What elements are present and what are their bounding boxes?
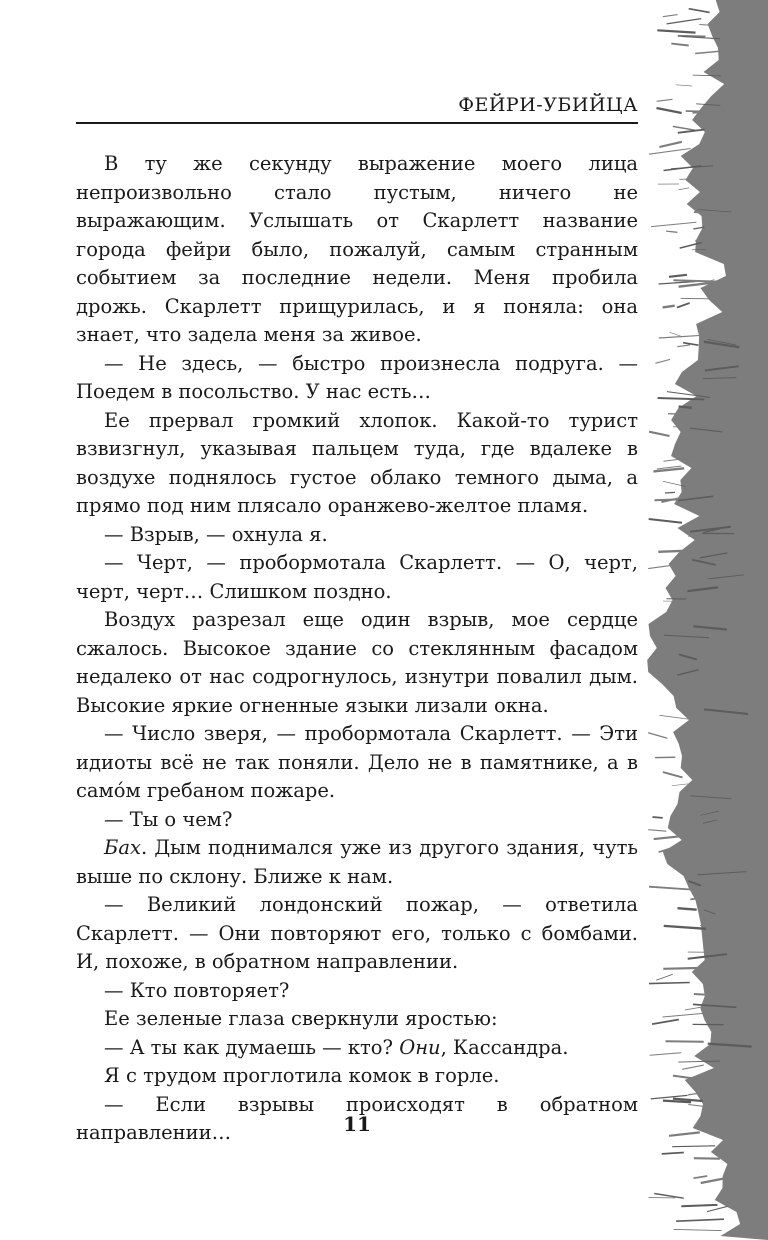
text-run: — Кто повторяет? xyxy=(104,978,290,1002)
text-run: — Не здесь, — быстро произнесла подруга. — Поедем в посольство. У нас есть… xyxy=(76,351,638,403)
grunge-stroke xyxy=(669,275,687,277)
grunge-stroke xyxy=(649,149,691,155)
grunge-stroke xyxy=(665,492,675,493)
grunge-stroke xyxy=(668,414,700,415)
grunge-stroke xyxy=(655,359,670,363)
grunge-edge-decoration xyxy=(628,0,768,1240)
grunge-stroke xyxy=(674,1230,722,1231)
grunge-stroke xyxy=(694,1158,720,1159)
grunge-stroke xyxy=(679,407,692,408)
text-run: — Число зверя, — пробормотала Скарлетт. — Эти идиоты всё не так поняли. Дело не в памятнике, а в само́м гребаном пожаре. xyxy=(76,722,638,802)
grunge-stroke xyxy=(658,551,688,552)
grunge-stroke xyxy=(681,1205,717,1206)
grunge-stroke xyxy=(676,1219,724,1221)
grunge-stroke xyxy=(672,1146,715,1147)
grunge-stroke xyxy=(649,432,669,436)
grunge-stroke xyxy=(649,887,691,890)
grunge-stroke xyxy=(667,19,702,24)
grunge-stroke xyxy=(649,519,682,523)
grunge-stroke xyxy=(651,222,696,226)
grunge-stroke xyxy=(693,1176,707,1178)
grunge-stroke xyxy=(676,85,692,86)
grunge-stroke xyxy=(707,1206,728,1211)
paragraph xyxy=(76,1034,638,1063)
grunge-stroke xyxy=(673,126,695,130)
paragraph xyxy=(76,549,638,606)
grunge-stroke xyxy=(663,1101,691,1103)
grunge-stroke xyxy=(663,968,698,969)
grunge-stroke xyxy=(663,15,678,17)
grunge-stroke xyxy=(650,1053,682,1056)
text-run: Я с трудом проглотила комок в горле. xyxy=(104,1064,500,1087)
grunge-stroke xyxy=(664,926,706,929)
grunge-stroke xyxy=(656,974,673,980)
grunge-stroke xyxy=(652,1020,679,1025)
paragraph xyxy=(76,1005,638,1034)
grunge-stroke xyxy=(666,231,677,232)
paragraph xyxy=(76,834,638,891)
grunge-stroke xyxy=(683,343,698,346)
italic-run: Бах xyxy=(104,836,141,859)
grunge-stroke xyxy=(677,303,690,308)
text-run: Воздух разрезал еще один взрыв, мое сердце сжалось. Высокое здание со стеклянным фасадом недалеко от нас содрогнулось, изнутри повалил дым. Высокие яркие огненные языки лизали окна. xyxy=(76,608,638,717)
grunge-stroke xyxy=(681,298,718,299)
grunge-stroke xyxy=(659,335,703,338)
grunge-stroke xyxy=(689,9,710,13)
text-run: — Взрыв, — охнула я. xyxy=(104,522,328,546)
grunge-stroke xyxy=(662,1153,684,1154)
grunge-stroke xyxy=(648,733,667,738)
text-run: — Ты о чем? xyxy=(104,807,233,831)
grunge-stroke xyxy=(679,188,690,190)
grunge-stroke xyxy=(669,1132,700,1135)
grunge-stroke xyxy=(682,1065,704,1069)
text-run: Ее прервал громкий хлопок. Какой-то турист взвизгнул, указывая пальцем туда, где вдалеке в воздухе поднялось густое облако темного дыма, а прямо под ним плясало оранжево-желтое пламя. xyxy=(76,408,638,517)
paragraph xyxy=(76,891,638,977)
paragraph xyxy=(76,977,638,1006)
grunge-stroke xyxy=(666,1041,704,1042)
text-run: Ее зеленые глаза сверкнули яростью: xyxy=(104,1007,498,1030)
body-text xyxy=(76,150,638,1148)
grunge-stroke xyxy=(671,44,688,46)
paragraph xyxy=(76,806,638,835)
italic-run: Они xyxy=(399,1035,441,1059)
text-run: . Дым поднимался уже из другого здания, чуть выше по склону. Ближе к нам. xyxy=(76,836,638,888)
paragraph xyxy=(76,150,638,350)
paragraph xyxy=(76,606,638,720)
grunge-stroke xyxy=(657,99,673,101)
grunge-stroke xyxy=(659,142,682,147)
grunge-stroke xyxy=(674,280,719,281)
text-run: , Кассандра. xyxy=(440,1035,569,1059)
paragraph xyxy=(76,1062,638,1091)
paragraph xyxy=(76,350,638,407)
grunge-stroke xyxy=(663,306,675,308)
grunge-stroke xyxy=(657,30,695,32)
text-run: В ту же секунду выражение моего лица непроизвольно стало пустым, ничего не выражающим. Услышать от Скарлетт название города фейри было, пожалуй, самым странным событием за последние недели. Меня пробила дрожь. Скарлетт прищурилась, и я поняла: она знает, что задела меня за живое. xyxy=(76,152,638,346)
grunge-stroke xyxy=(659,282,696,285)
grunge-stroke xyxy=(663,772,683,777)
grunge-stroke xyxy=(653,817,663,818)
paragraph xyxy=(76,720,638,806)
grunge-stroke xyxy=(678,908,697,910)
text-run: — Черт, — пробормотала Скарлетт. — О, черт, черт, черт… Слишком поздно. xyxy=(76,551,638,603)
grunge-stroke xyxy=(657,108,682,113)
paragraph xyxy=(76,407,638,521)
page-number: 11 xyxy=(343,1112,371,1136)
text-run: — Великий лондонский пожар, — ответила Скарлетт. — Они повторяют его, только с бомбами. И, похоже, в обратном направлении. xyxy=(76,893,638,973)
text-run: — А ты как думаешь — кто? xyxy=(104,1035,400,1059)
grunge-stroke xyxy=(648,830,666,832)
grunge-stroke xyxy=(649,1197,676,1198)
header-rule xyxy=(76,122,638,124)
paragraph xyxy=(76,521,638,550)
running-head: ФЕЙРИ-УБИЙЦА xyxy=(458,94,638,116)
grunge-stroke xyxy=(649,983,690,984)
text-run: — Если взрывы происходят в обратном направлении… xyxy=(76,1092,638,1144)
grunge-stroke xyxy=(677,345,690,347)
grunge-stroke xyxy=(702,669,733,670)
